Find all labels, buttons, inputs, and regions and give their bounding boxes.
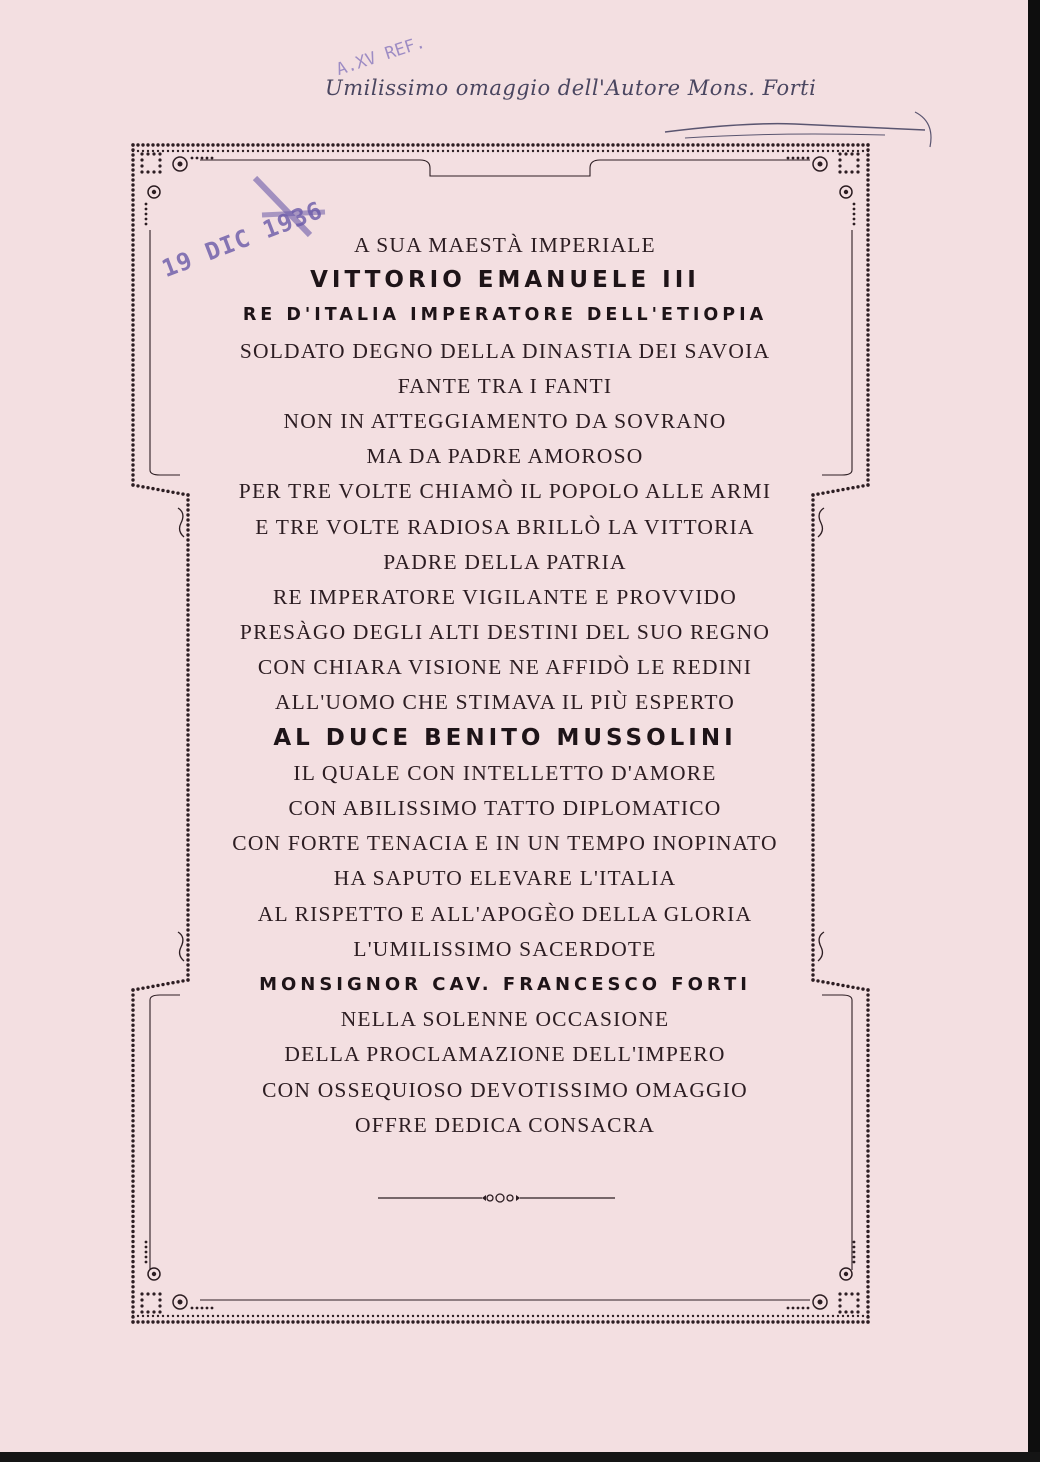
dedication-line: RE D'ITALIA IMPERATORE DELL'ETIOPIA [242, 305, 768, 326]
dedication-line: OFFRE DEDICA CONSACRA [355, 1112, 655, 1137]
dedication-line: ALL'UOMO CHE STIMAVA IL PIÙ ESPERTO [274, 690, 736, 715]
dedication-line: VITTORIO EMANUELE III [310, 267, 700, 294]
dedication-line: CON CHIARA VISIONE NE AFFIDÒ LE REDINI [257, 655, 753, 680]
dedication-line: IL QUALE CON INTELLETTO D'AMORE [293, 760, 717, 785]
dedication-line: AL RISPETTO E ALL'APOGÈO DELLA GLORIA [257, 901, 753, 926]
scan-edge-bottom [0, 1452, 1040, 1462]
dedication-line: FANTE TRA I FANTI [397, 373, 613, 398]
dedication-line: HA SAPUTO ELEVARE L'ITALIA [333, 866, 677, 891]
dedication-line: NON IN ATTEGGIAMENTO DA SOVRANO [283, 408, 727, 433]
dedication-line: PER TRE VOLTE CHIAMÒ IL POPOLO ALLE ARMI [238, 479, 772, 504]
date-stamp: 19 DIC 1936 [157, 195, 327, 283]
dedication-line: NELLA SOLENNE OCCASIONE [340, 1007, 670, 1032]
dedication-line: CON ABILISSIMO TATTO DIPLOMATICO [288, 796, 722, 820]
dedication-line: MONSIGNOR CAV. FRANCESCO FORTI [259, 973, 751, 995]
dedication-line: CON FORTE TENACIA E IN UN TEMPO INOPINATO [232, 831, 778, 856]
dedication-line: CON OSSEQUIOSO DEVOTISSIMO OMAGGIO [262, 1077, 748, 1102]
dedication-line: PRESÀGO DEGLI ALTI DESTINI DEL SUO REGNO [239, 620, 771, 645]
dedication-line: A SUA MAESTÀ IMPERIALE [354, 233, 656, 257]
dedication-line: PADRE DELLA PATRIA [383, 549, 627, 574]
handwritten-note: Umilissimo omaggio dell'Autore Mons. Forti [325, 76, 817, 100]
stamp-top-text: A.XV REF. [333, 32, 428, 80]
dedication-line: MA DA PADRE AMOROSO [366, 444, 644, 469]
dedication-line: L'UMILISSIMO SACERDOTE [353, 936, 657, 961]
dedication-line: SOLDATO DEGNO DELLA DINASTIA DEI SAVOIA [239, 338, 771, 363]
dedication-line: RE IMPERATORE VIGILANTE E PROVVIDO [272, 584, 738, 609]
scan-edge-right [1028, 0, 1040, 1462]
dedication-line: E TRE VOLTE RADIOSA BRILLÒ LA VITTORIA [255, 514, 755, 539]
dedication-line: AL DUCE BENITO MUSSOLINI [273, 724, 737, 751]
dedication-line: DELLA PROCLAMAZIONE DELL'IMPERO [284, 1042, 726, 1067]
